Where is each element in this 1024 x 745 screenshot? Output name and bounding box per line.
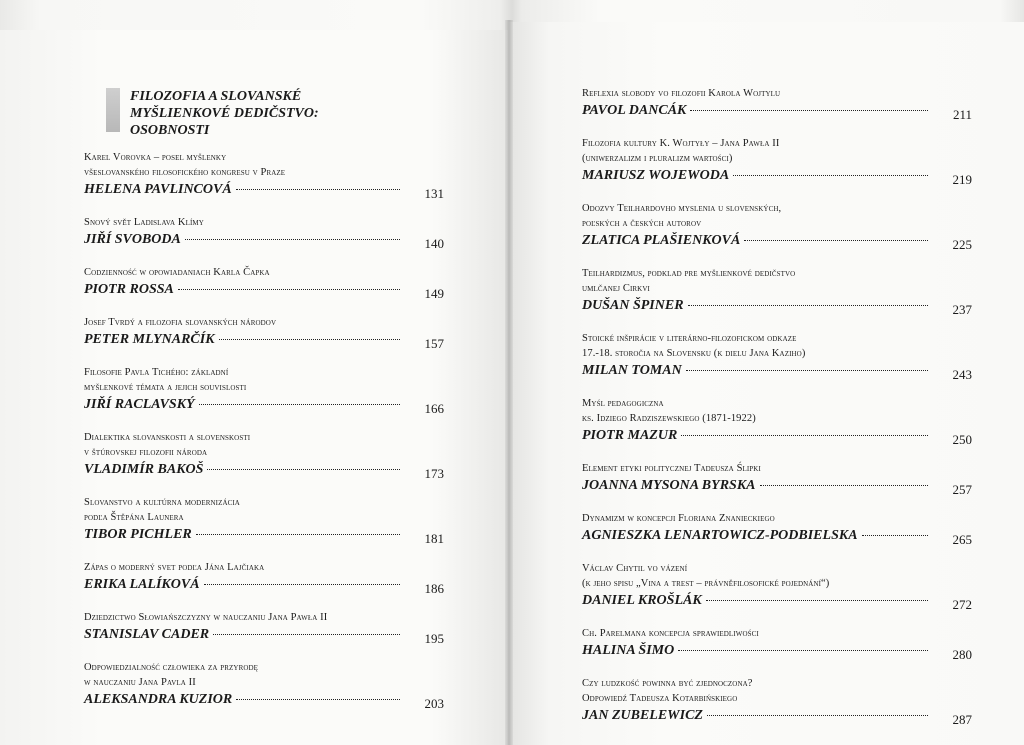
toc-entry-page-number: 173 xyxy=(424,466,444,481)
toc-entry xyxy=(84,315,444,351)
toc-entry-title: Teilhardizmus, podklad pre myšlienkové dedičstvo xyxy=(582,268,796,279)
toc-author-row xyxy=(84,691,444,711)
toc-entry-author: PIOTR MAZUR xyxy=(582,428,678,443)
toc-entry xyxy=(582,266,972,317)
toc-entry-title: w nauczaniu Jana Pavla II xyxy=(84,677,196,688)
dot-leader xyxy=(862,534,928,536)
toc-entry-title: Odozvy Teilhardovho myslenia u slovenských, xyxy=(582,203,782,214)
toc-entry xyxy=(84,215,444,251)
toc-entry xyxy=(582,461,972,497)
toc-author-row xyxy=(582,527,972,547)
toc-entry xyxy=(84,560,444,596)
toc-entry-author: PIOTR ROSSA xyxy=(84,282,174,297)
toc-entry-title: Snový svět Ladislava Klímy xyxy=(84,217,204,228)
toc-entry-page-number: 211 xyxy=(952,107,972,122)
dot-leader xyxy=(196,533,400,535)
dot-leader xyxy=(744,239,928,241)
toc-entry-page-number: 157 xyxy=(424,336,444,351)
toc-entry-page-number: 203 xyxy=(424,696,444,711)
toc-entry-page-number: 149 xyxy=(424,286,444,301)
toc-entry-title: poľských a českých autorov xyxy=(582,218,702,229)
dot-leader xyxy=(207,468,400,470)
toc-entry-title: Filosofie Pavla Tichého: základní xyxy=(84,367,229,378)
toc-entry-title: 17.-18. storočia na Slovensku (k dielu Jana Kaziho) xyxy=(582,348,806,359)
toc-entry-page-number: 181 xyxy=(424,531,444,546)
toc-entry-title: Reflexia slobody vo filozofii Karola Wojtylu xyxy=(582,88,781,99)
toc-entry-page-number: 280 xyxy=(952,647,972,662)
toc-author-row xyxy=(582,642,972,662)
toc-entry-title: myšlenkové témata a jejich souvislosti xyxy=(84,382,247,393)
dot-leader xyxy=(760,484,929,486)
toc-entry xyxy=(84,365,444,416)
toc-author-row xyxy=(84,576,444,596)
toc-author-row xyxy=(582,707,972,727)
toc-author-row xyxy=(582,102,972,122)
toc-entry-title: Václav Chytil vo vázení xyxy=(582,563,688,574)
toc-entry-author: VLADIMÍR BAKOŠ xyxy=(84,462,204,477)
toc-entry-author: MILAN TOMAN xyxy=(582,363,682,378)
toc-entry-author: PETER MLYNARČÍK xyxy=(84,332,215,347)
dot-leader xyxy=(681,434,928,436)
toc-entry-page-number: 225 xyxy=(952,237,972,252)
toc-entry xyxy=(582,136,972,187)
toc-author-row xyxy=(84,281,444,301)
dot-leader xyxy=(236,698,400,700)
dot-leader xyxy=(199,403,400,405)
dot-leader xyxy=(219,338,400,340)
toc-entry-page-number: 131 xyxy=(424,186,444,201)
dot-leader xyxy=(706,599,928,601)
dot-leader xyxy=(213,633,400,635)
toc-entry-title: ks. Idziego Radziszewskiego (1871-1922) xyxy=(582,413,756,424)
toc-entry xyxy=(84,660,444,711)
left-toc-column xyxy=(84,150,444,725)
toc-entry xyxy=(84,430,444,481)
toc-entry-author: MARIUSZ WOJEWODA xyxy=(582,168,730,183)
dot-leader xyxy=(733,174,928,176)
toc-entry xyxy=(582,561,972,612)
toc-entry-title: Zápas o moderný svet podľa Jána Lajčiaka xyxy=(84,562,265,573)
toc-entry-title: Filozofia kultury K. Wojtyły – Jana Pawła II xyxy=(582,138,780,149)
toc-entry-author: ERIKA LALÍKOVÁ xyxy=(84,577,200,592)
toc-entry-title: (k jeho spisu „Vina a trest – právněfilosofické pojednání“) xyxy=(582,578,830,589)
toc-entry-author: ALEKSANDRA KUZIOR xyxy=(84,692,233,707)
toc-entry xyxy=(582,86,972,122)
toc-entry-page-number: 257 xyxy=(952,482,972,497)
dot-leader xyxy=(688,304,928,306)
toc-entry xyxy=(582,331,972,382)
toc-entry-title: Dialektika slovanskosti a slovenskosti xyxy=(84,432,251,443)
toc-author-row xyxy=(582,362,972,382)
toc-entry-page-number: 287 xyxy=(952,712,972,727)
toc-entry-author: DUŠAN ŠPINER xyxy=(582,298,684,313)
toc-entry-title: Myśl pedagogiczna xyxy=(582,398,664,409)
toc-entry-title: Odpowiedzialność człowieka za przyrodę xyxy=(84,662,259,673)
toc-entry-author: JIŘÍ RACLAVSKÝ xyxy=(84,397,195,412)
toc-entry xyxy=(84,265,444,301)
toc-entry xyxy=(84,610,444,646)
toc-entry-title: Slovanstvo a kultúrna modernizácia xyxy=(84,497,240,508)
toc-entry xyxy=(582,626,972,662)
dot-leader xyxy=(178,288,400,290)
toc-entry-page-number: 243 xyxy=(952,367,972,382)
toc-entry-author: JAN ZUBELEWICZ xyxy=(582,708,703,723)
toc-entry-title: Odpowiedź Tadeusza Kotarbińskiego xyxy=(582,693,738,704)
toc-entry-title: Karel Vorovka – posel myšlenky xyxy=(84,152,227,163)
toc-author-row xyxy=(582,477,972,497)
toc-entry-title: Josef Tvrdý a filozofia slovanských národov xyxy=(84,317,277,328)
toc-entry-title: Czy ludzkość powinna być zjednoczona? xyxy=(582,678,753,689)
book-gutter xyxy=(505,20,513,745)
toc-author-row xyxy=(84,396,444,416)
section-title-line: OSOBNOSTI xyxy=(130,123,210,138)
toc-author-row xyxy=(582,427,972,447)
toc-entry-title: všeslovanského filosofického kongresu v Praze xyxy=(84,167,286,178)
toc-entry xyxy=(84,495,444,546)
toc-entry xyxy=(582,676,972,727)
dot-leader xyxy=(236,188,400,190)
toc-entry-author: JIŘÍ SVOBODA xyxy=(84,232,181,247)
toc-entry-title: umlčanej Cirkvi xyxy=(582,283,650,294)
toc-entry-title: Dynamizm w koncepcji Floriana Znanieckiego xyxy=(582,513,775,524)
toc-author-row xyxy=(582,297,972,317)
section-title-line: FILOZOFIA A SLOVANSKÉ xyxy=(130,89,302,104)
dot-leader xyxy=(686,369,928,371)
toc-entry-title: Ch. Parelmana koncepcja sprawiedliwości xyxy=(582,628,759,639)
dot-leader xyxy=(204,583,400,585)
toc-author-row xyxy=(582,232,972,252)
toc-entry-title: Dziedzictwo Słowiańszczyzny w nauczaniu Jana Pawła II xyxy=(84,612,328,623)
toc-entry-title: Codzienność w opowiadaniach Karla Čapka xyxy=(84,267,270,278)
toc-entry-page-number: 140 xyxy=(424,236,444,251)
toc-entry-page-number: 195 xyxy=(424,631,444,646)
dot-leader xyxy=(678,649,928,651)
toc-author-row xyxy=(582,167,972,187)
toc-entry xyxy=(84,150,444,201)
toc-entry-author: HELENA PAVLINCOVÁ xyxy=(84,182,232,197)
toc-entry-title: v štúrovskej filozofii národa xyxy=(84,447,208,458)
toc-entry-page-number: 186 xyxy=(424,581,444,596)
toc-entry-author: ZLATICA PLAŠIENKOVÁ xyxy=(582,233,741,248)
toc-entry-author: HALINA ŠIMO xyxy=(582,643,675,658)
toc-author-row xyxy=(84,331,444,351)
right-toc-column xyxy=(582,86,972,741)
toc-entry-author: TIBOR PICHLER xyxy=(84,527,192,542)
toc-entry-author: DANIEL KROŠLÁK xyxy=(582,593,702,608)
toc-entry xyxy=(582,396,972,447)
toc-author-row xyxy=(84,461,444,481)
toc-entry-author: AGNIESZKA LENARTOWICZ-PODBIELSKA xyxy=(582,528,858,543)
toc-author-row xyxy=(582,592,972,612)
toc-entry-author: JOANNA MYSONA BYRSKA xyxy=(582,478,756,493)
dot-leader xyxy=(707,714,928,716)
toc-entry-page-number: 250 xyxy=(952,432,972,447)
toc-entry xyxy=(582,201,972,252)
toc-entry-author: PAVOL DANCÁK xyxy=(582,103,687,118)
dot-leader xyxy=(690,109,928,111)
toc-entry-page-number: 219 xyxy=(952,172,972,187)
toc-entry-page-number: 272 xyxy=(952,597,972,612)
toc-entry-title: Stoické inšpirácie v literárno-filozofickom odkaze xyxy=(582,333,797,344)
toc-author-row xyxy=(84,181,444,201)
toc-entry-title: Element etyki politycznej Tadeusza Ślipki xyxy=(582,463,761,474)
toc-entry-page-number: 166 xyxy=(424,401,444,416)
toc-entry-title: (uniwerzalizm i pluralizm wartości) xyxy=(582,153,733,164)
toc-author-row xyxy=(84,526,444,546)
section-marker-bar xyxy=(106,88,120,132)
toc-entry-page-number: 265 xyxy=(952,532,972,547)
section-title-line: MYŠLIENKOVÉ DEDIČSTVO: xyxy=(130,106,319,121)
toc-entry-page-number: 237 xyxy=(952,302,972,317)
section-title xyxy=(130,88,370,139)
dot-leader xyxy=(185,238,400,240)
toc-author-row xyxy=(84,231,444,251)
toc-author-row xyxy=(84,626,444,646)
toc-entry-title: podľa Štěpána Launera xyxy=(84,512,184,523)
toc-entry xyxy=(582,511,972,547)
toc-entry-author: STANISLAV CADER xyxy=(84,627,210,642)
